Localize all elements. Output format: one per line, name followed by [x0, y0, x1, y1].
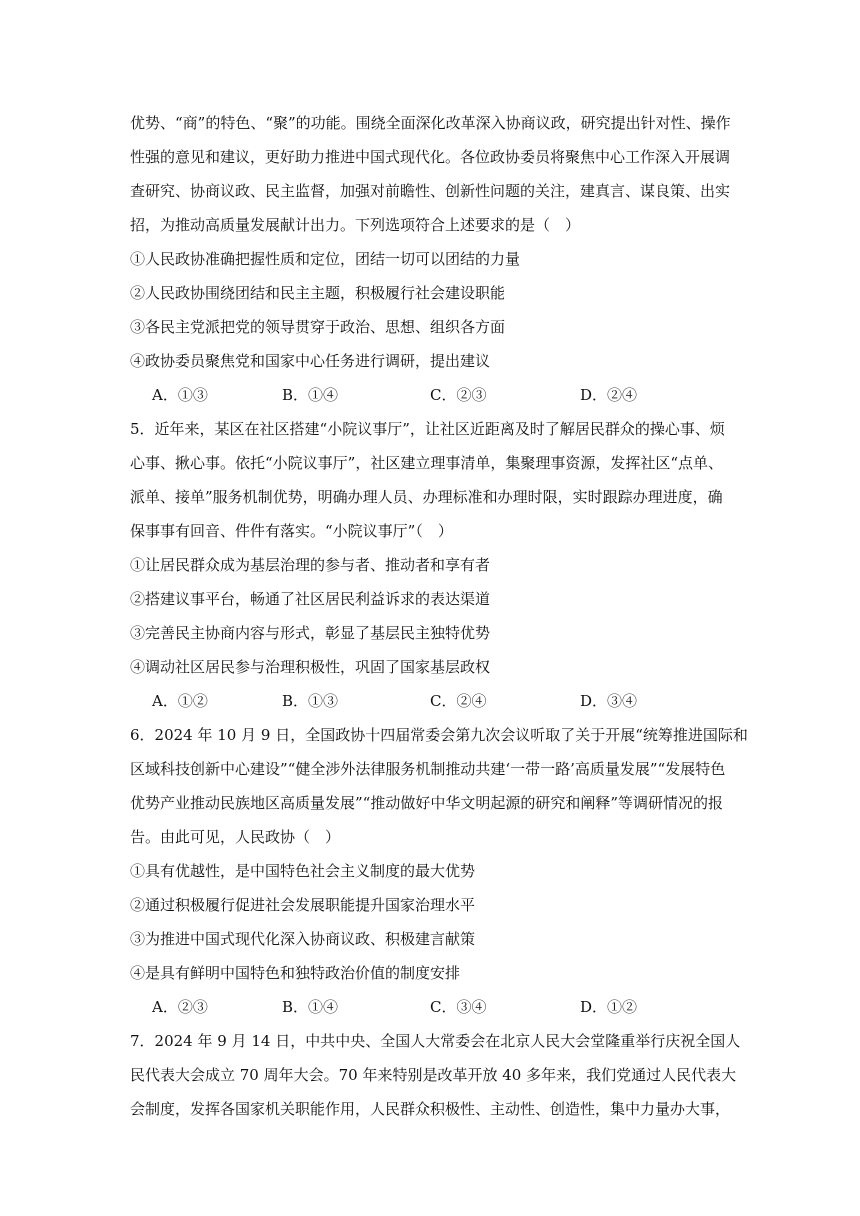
exam-page [130, 106, 748, 1126]
answer-choices [130, 990, 730, 1024]
choice-a[interactable]: A．②③ [152, 998, 208, 1016]
choice-b[interactable]: B．①④ [282, 998, 339, 1016]
choice-c[interactable]: C．②④ [430, 692, 487, 710]
question-stem-line: 民代表大会成立 70 周年大会。70 年来特别是改革开放 40 多年来，我们党通过人民代表大 [130, 1066, 737, 1084]
choice-d[interactable]: D．①② [580, 998, 638, 1016]
statement-option: ④调动社区居民参与治理积极性，巩固了国家基层政权 [130, 658, 491, 676]
question-4 [130, 106, 730, 412]
choice-b[interactable]: B．①③ [282, 692, 339, 710]
statement-option: ④政协委员聚焦党和国家中心任务进行调研，提出建议 [130, 352, 491, 370]
question-stem-line: 7．2024 年 9 月 14 日，中共中央、全国人大常委会在北京人民大会堂隆重举行庆祝全国人 [130, 1032, 741, 1050]
answer-choices [130, 684, 730, 718]
choice-b[interactable]: B．①④ [282, 386, 339, 404]
question-stem-line: 查研究、协商议政、民主监督，加强对前瞻性、创新性问题的关注，建真言、谋良策、出实 [130, 182, 731, 200]
statement-option: ②人民政协围绕团结和民主主题，积极履行社会建设职能 [130, 284, 506, 302]
question-stem-line: 招，为推动高质量发展献计出力。下列选项符合上述要求的是（ ） [130, 216, 581, 234]
answer-choices [130, 378, 730, 412]
question-stem-line: 派单、接单”服务机制优势，明确办理人员、办理标准和办理时限，实时跟踪办理进度，确 [130, 488, 723, 506]
question-stem-line: 告。由此可见，人民政协（ ） [130, 828, 341, 846]
question-stem-line: 6．2024 年 10 月 9 日，全国政协十四届常委会第九次会议听取了关于开展“统筹推进国际和 [130, 726, 748, 744]
question-6 [130, 718, 748, 1024]
choice-a[interactable]: A．①② [152, 692, 208, 710]
choice-d[interactable]: D．③④ [580, 692, 638, 710]
statement-option: ③各民主党派把党的领导贯穿于政治、思想、组织各方面 [130, 318, 506, 336]
question-stem-line: 心事、揪心事。依托“小院议事厅”，社区建立理事清单，集聚理事资源，发挥社区“点单、 [130, 454, 724, 472]
choice-c[interactable]: C．③④ [430, 998, 487, 1016]
statement-option: ①具有优越性，是中国特色社会主义制度的最大优势 [130, 862, 476, 880]
statement-option: ③为推进中国式现代化深入协商议政、积极建言献策 [130, 930, 476, 948]
choice-d[interactable]: D．②④ [580, 386, 638, 404]
question-stem-line: 会制度，发挥各国家机关职能作用，人民群众积极性、主动性、创造性，集中力量办大事， [130, 1100, 731, 1118]
statement-option: ①人民政协准确把握性质和定位，团结一切可以团结的力量 [130, 250, 521, 268]
statement-option: ②通过积极履行促进社会发展职能提升国家治理水平 [130, 896, 476, 914]
statement-option: ①让居民群众成为基层治理的参与者、推动者和享有者 [130, 556, 491, 574]
statement-option: ②搭建议事平台，畅通了社区居民利益诉求的表达渠道 [130, 590, 491, 608]
statement-option: ③完善民主协商内容与形式，彰显了基层民主独特优势 [130, 624, 491, 642]
question-stem-line: 5．近年来，某区在社区搭建“小院议事厅”，让社区近距离及时了解居民群众的操心事、烦 [130, 420, 725, 438]
choice-c[interactable]: C．②③ [430, 386, 487, 404]
question-stem-line: 优势产业推动民族地区高质量发展”“推动做好中华文明起源的研究和阐释”等调研情况的报 [130, 794, 724, 812]
choice-a[interactable]: A．①③ [152, 386, 208, 404]
question-stem-line: 优势、“商”的特色、“聚”的功能。围绕全面深化改革深入协商议政，研究提出针对性、操作 [130, 114, 731, 132]
question-5 [130, 412, 730, 718]
question-stem-line: 保事事有回音、件件有落实。“小院议事厅”（ ） [130, 522, 453, 540]
statement-option: ④是具有鲜明中国特色和独特政治价值的制度安排 [130, 964, 461, 982]
question-stem-line: 区域科技创新中心建设”“健全涉外法律服务机制推动共建‘一带一路’高质量发展”“发展特色 [130, 760, 726, 778]
question-stem-line: 性强的意见和建议，更好助力推进中国式现代化。各位政协委员将聚焦中心工作深入开展调 [130, 148, 731, 166]
question-7 [130, 1024, 741, 1126]
